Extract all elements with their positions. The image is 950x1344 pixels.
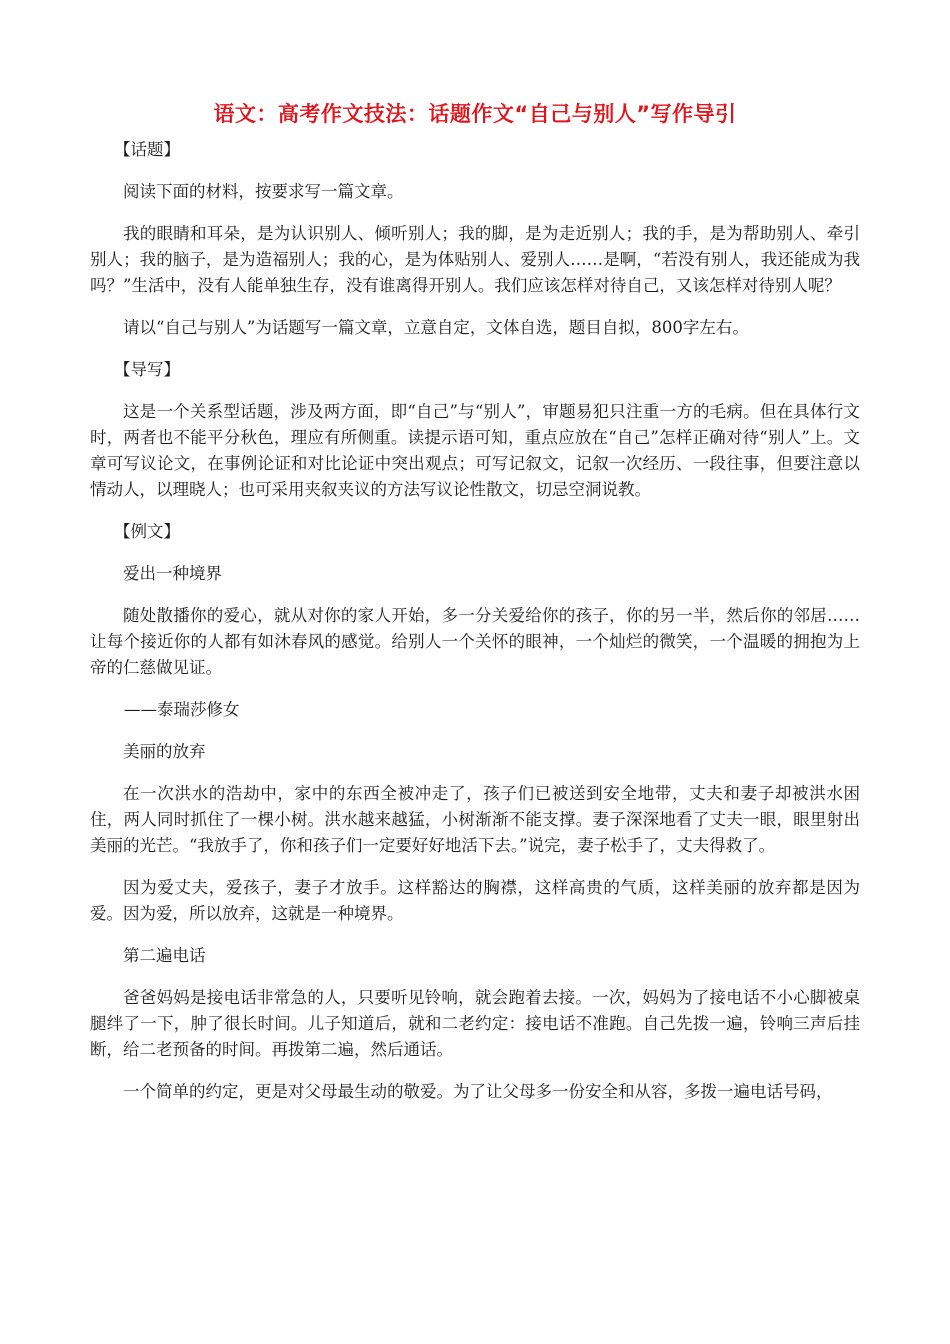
document-body — [90, 137, 860, 1121]
example-paragraph: 因为爱丈夫，爱孩子，妻子才放手。这样豁达的胸襟，这样高贵的气质，这样美丽的放弃都是因为爱。因为爱，所以放弃，这就是一种境界。 — [90, 878, 860, 923]
example-heading: 【例文】 — [114, 522, 180, 541]
example-title: 美丽的放弃 — [123, 742, 206, 761]
topic-paragraph: 阅读下面的材料，按要求写一篇文章。 — [123, 182, 404, 201]
guide-heading: 【导写】 — [114, 360, 180, 379]
example-paragraph: 在一次洪水的浩劫中，家中的东西全被冲走了，孩子们已被送到安全地带，丈夫和妻子却被洪水困住，两人同时抓住了一棵小树。洪水越来越猛，小树渐渐不能支撑。妻子深深地看了丈夫一眼，眼里射出美丽的光芒。“我放手了，你和孩子们一定要好好地活下去。”说完，妻子松手了，丈夫得救了。 — [90, 784, 860, 855]
example-paragraph: 一个简单的约定，更是对父母最生动的敬爱。为了让父母多一份安全和从容，多拨一遍电话号码， — [123, 1082, 833, 1101]
example-title: 第二遍电话 — [123, 946, 206, 965]
example-paragraph: 随处散播你的爱心，就从对你的家人开始，多一分关爱给你的孩子，你的另一半，然后你的邻居……让每个接近你的人都有如沐春风的感觉。给别人一个关怀的眼神，一个灿烂的微笑，一个温暖的拥抱为上帝的仁慈做见证。 — [90, 606, 860, 677]
topic-paragraph: 请以“自己与别人”为话题写一篇文章，立意自定，文体自选，题目自拟，800字左右。 — [123, 318, 749, 337]
document-title: 语文：高考作文技法：话题作文“自己与别人”写作导引 — [213, 102, 737, 126]
topic-paragraph: 我的眼睛和耳朵，是为认识别人、倾听别人；我的脚，是为走近别人；我的手，是为帮助别人、牵引别人；我的脑子，是为造福别人；我的心，是为体贴别人、爱别人……是啊，“若没有别人，我还能成为我吗？”生活中，没有人能单独生存，没有谁离得开别人。我们应该怎样对待自己，又该怎样对待别人呢？ — [90, 224, 860, 295]
example-paragraph: 爸爸妈妈是接电话非常急的人，只要听见铃响，就会跑着去接。一次，妈妈为了接电话不小心脚被桌腿绊了一下，肿了很长时间。儿子知道后，就和二老约定：接电话不准跑。自己先拨一遍，铃响三声后挂断，给二老预备的时间。再拨第二遍，然后通话。 — [90, 988, 860, 1059]
example-attribution: ——泰瑞莎修女 — [124, 700, 240, 719]
example-title: 爱出一种境界 — [123, 564, 222, 583]
topic-heading: 【话题】 — [114, 140, 180, 159]
guide-paragraph: 这是一个关系型话题，涉及两方面，即“自己”与“别人”，审题易犯只注重一方的毛病。但在具体行文时，两者也不能平分秋色，理应有所侧重。读提示语可知，重点应放在“自己”怎样正确对待“别人”上。文章可写议论文，在事例论证和对比论证中突出观点；可写记叙文，记叙一次经历、一段往事，但要注意以情动人，以理晓人；也可采用夹叙夹议的方法写议论性散文，切忌空洞说教。 — [90, 402, 860, 499]
